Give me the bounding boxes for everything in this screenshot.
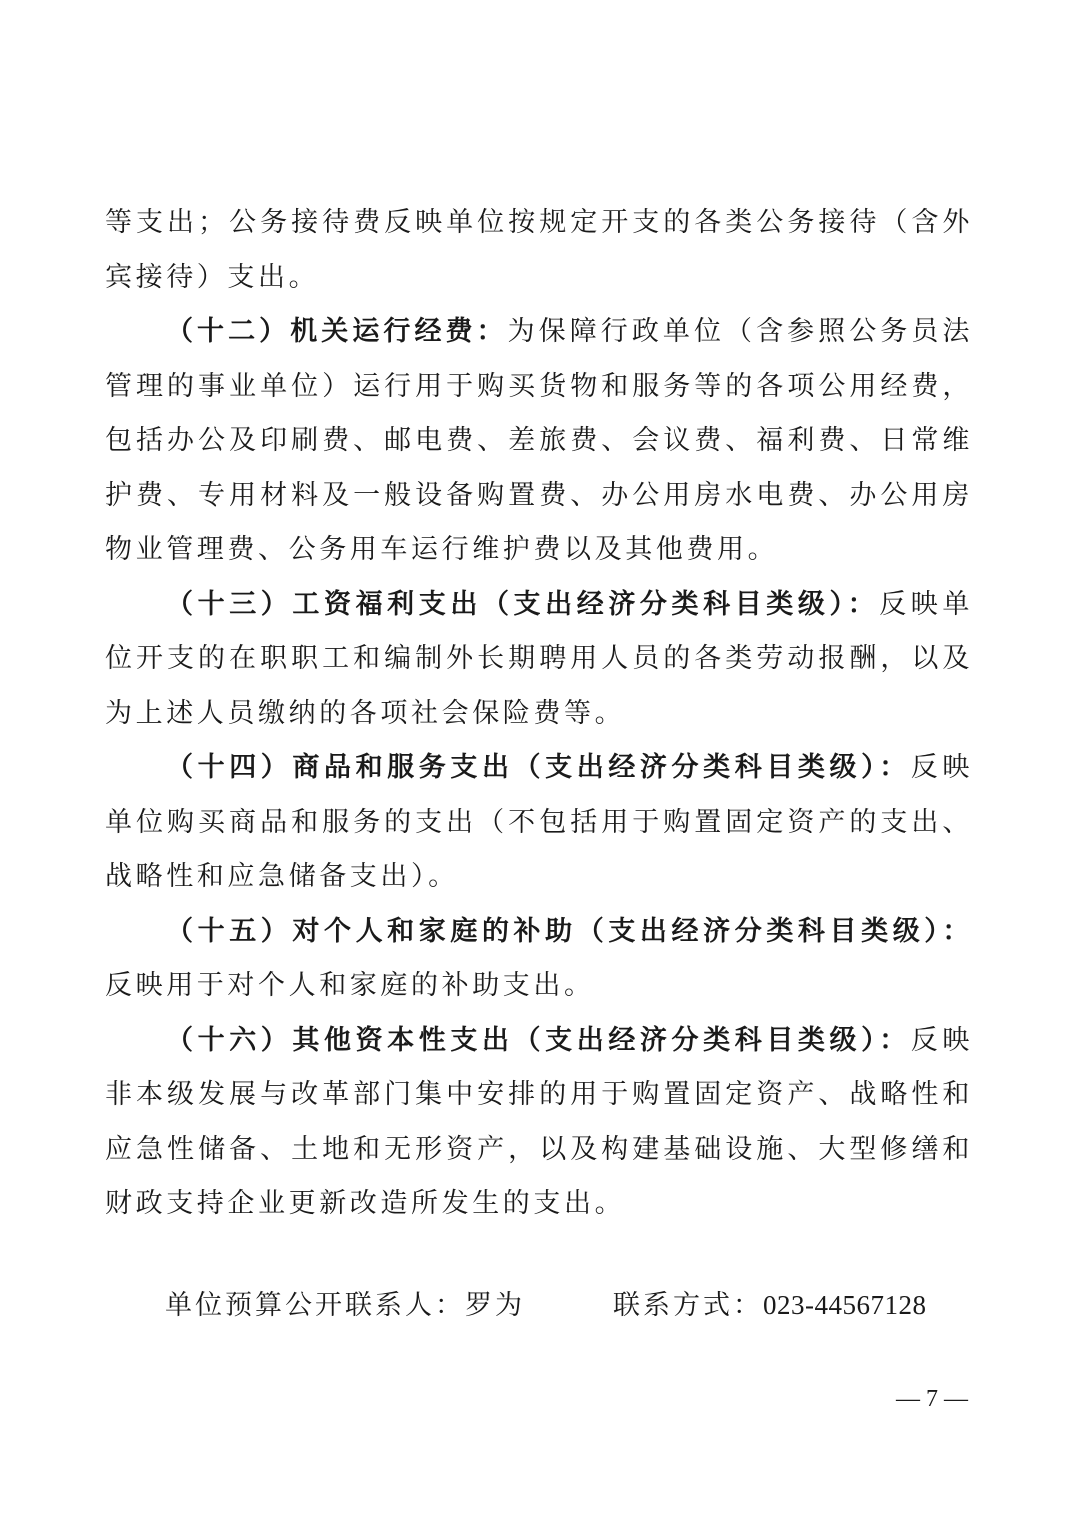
contact-method-label: 联系方式： bbox=[613, 1290, 763, 1321]
contact-person-name: 罗为 bbox=[465, 1290, 525, 1321]
contact-phone: 023-44567128 bbox=[763, 1290, 927, 1320]
paragraph-text: 等支出；公务接待费反映单位按规定开支的各类公务接待（含外宾接待）支出。 bbox=[105, 207, 973, 293]
paragraph-item-16 bbox=[105, 1014, 973, 1232]
page-number: — 7 — bbox=[896, 1386, 968, 1412]
contact-person-label: 单位预算公开联系人： bbox=[165, 1290, 465, 1321]
paragraph-item-14 bbox=[105, 741, 973, 905]
paragraph-text: 反映单位开支的在职职工和编制外长期聘用人员的各类劳动报酬，以及为上述人员缴纳的各项社会保险费等。 bbox=[105, 588, 973, 729]
paragraph-text: 为保障行政单位（含参照公务员法管理的事业单位）运行用于购买货物和服务等的各项公用经费，包括办公及印刷费、邮电费、差旅费、会议费、福利费、日常维护费、专用材料及一般设备购置费、办公用房水电费、办公用房物业管理费、公务用车运行维护费以及其他费用。 bbox=[105, 316, 974, 565]
item-heading: （十三）工资福利支出（支出经济分类科目类级）： bbox=[166, 588, 880, 620]
paragraph-text: 反映非本级发展与改革部门集中安排的用于购置固定资产、战略性和应急性储备、土地和无形资产，以及构建基础设施、大型修缮和财政支持企业更新改造所发生的支出。 bbox=[105, 1024, 973, 1219]
item-heading: （十五）对个人和家庭的补助（支出经济分类科目类级）： bbox=[166, 915, 973, 947]
item-heading: （十二）机关运行经费： bbox=[166, 316, 508, 347]
item-heading: （十四）商品和服务支出（支出经济分类科目类级）： bbox=[166, 752, 911, 783]
document-body bbox=[105, 196, 973, 1232]
paragraph-text: 反映用于对个人和家庭的补助支出。 bbox=[105, 970, 595, 1001]
item-heading: （十六）其他资本性支出（支出经济分类科目类级）： bbox=[166, 1024, 911, 1056]
paragraph-item-12 bbox=[105, 305, 973, 578]
paragraph-text: 反映单位购买商品和服务的支出（不包括用于购置固定资产的支出、战略性和应急储备支出）。 bbox=[105, 752, 973, 892]
paragraph-item-15 bbox=[105, 905, 973, 1014]
paragraph-item-13 bbox=[105, 578, 973, 742]
contact-line bbox=[165, 1285, 965, 1326]
paragraph-continuation bbox=[105, 196, 973, 305]
